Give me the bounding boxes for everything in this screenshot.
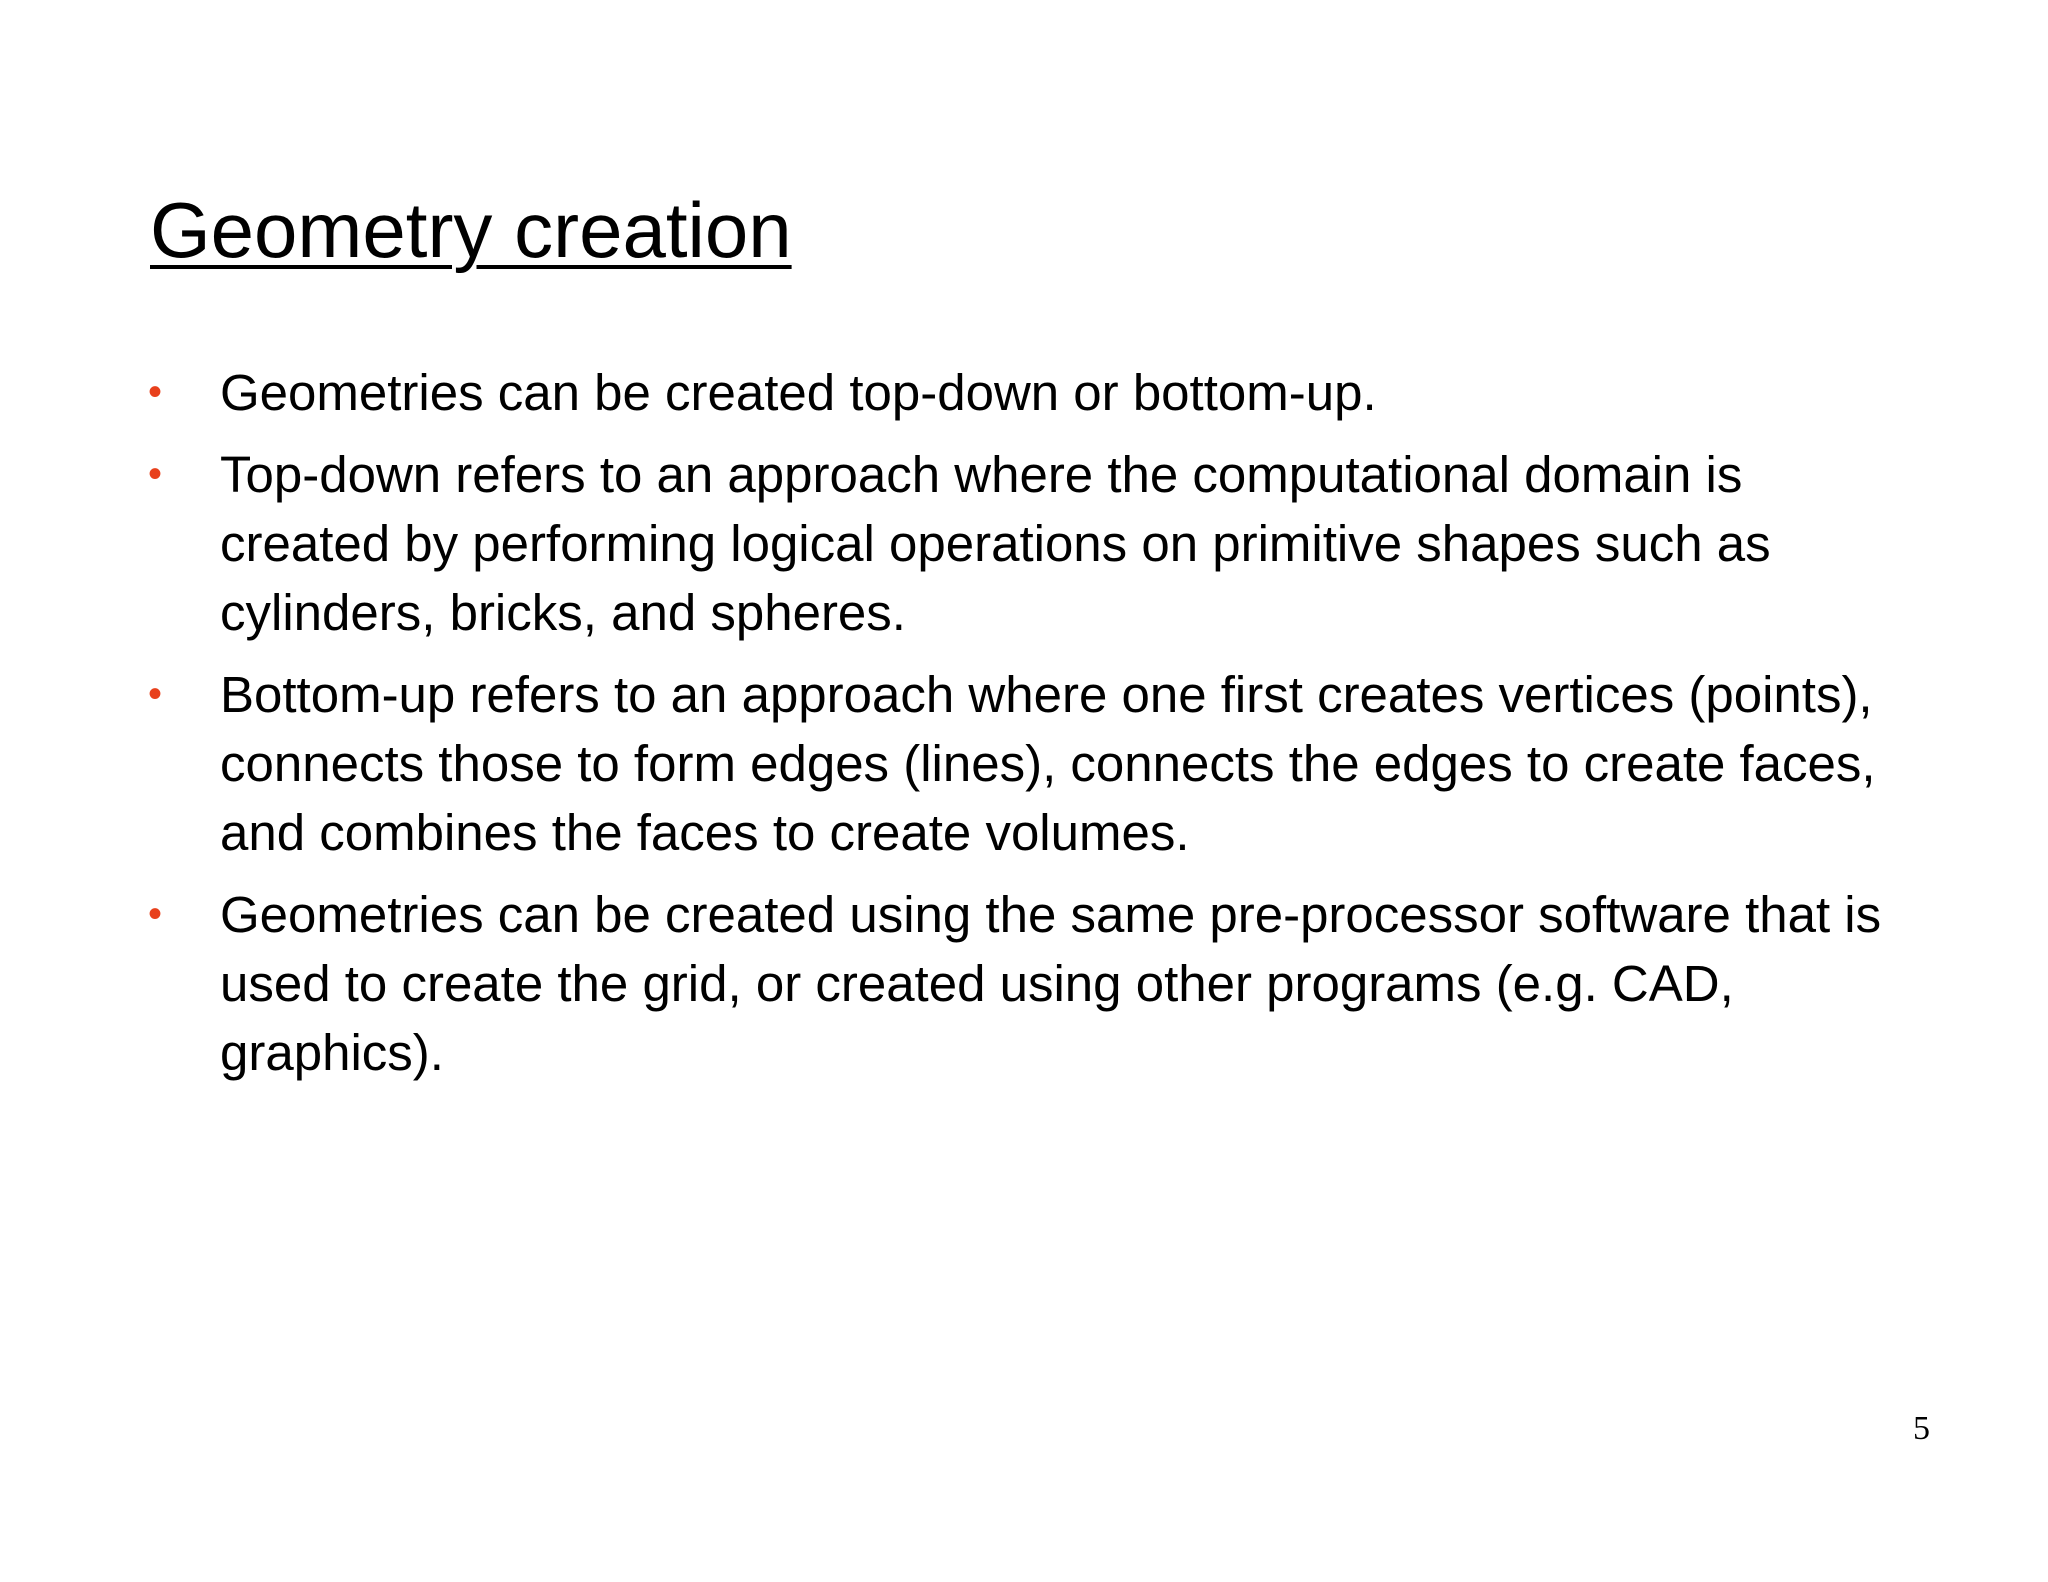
slide-title: Geometry creation	[150, 186, 792, 274]
bullet-text: Bottom-up refers to an approach where one first creates vertices (points), connects those to form edges (lines), connects the edges to create faces, and combines the faces to create volumes.	[220, 666, 1876, 861]
bullet-item	[148, 660, 1908, 867]
bullet-text: Geometries can be created using the same pre-processor software that is used to create the grid, or created using other programs (e.g. CAD, graphics).	[220, 886, 1882, 1081]
bullet-item	[148, 440, 1908, 647]
bullet-text: Geometries can be created top-down or bottom-up.	[220, 364, 1377, 421]
bullet-marker: •	[148, 452, 163, 496]
bullet-list	[148, 358, 1908, 1100]
bullet-item	[148, 358, 1908, 427]
bullet-marker: •	[148, 672, 163, 716]
page-number: 5	[1913, 1410, 1930, 1447]
bullet-marker: •	[148, 370, 163, 414]
bullet-text: Top-down refers to an approach where the computational domain is created by performing logical operations on primitive shapes such as cylinders, bricks, and spheres.	[220, 446, 1771, 641]
bullet-item	[148, 880, 1908, 1087]
bullet-marker: •	[148, 892, 163, 936]
